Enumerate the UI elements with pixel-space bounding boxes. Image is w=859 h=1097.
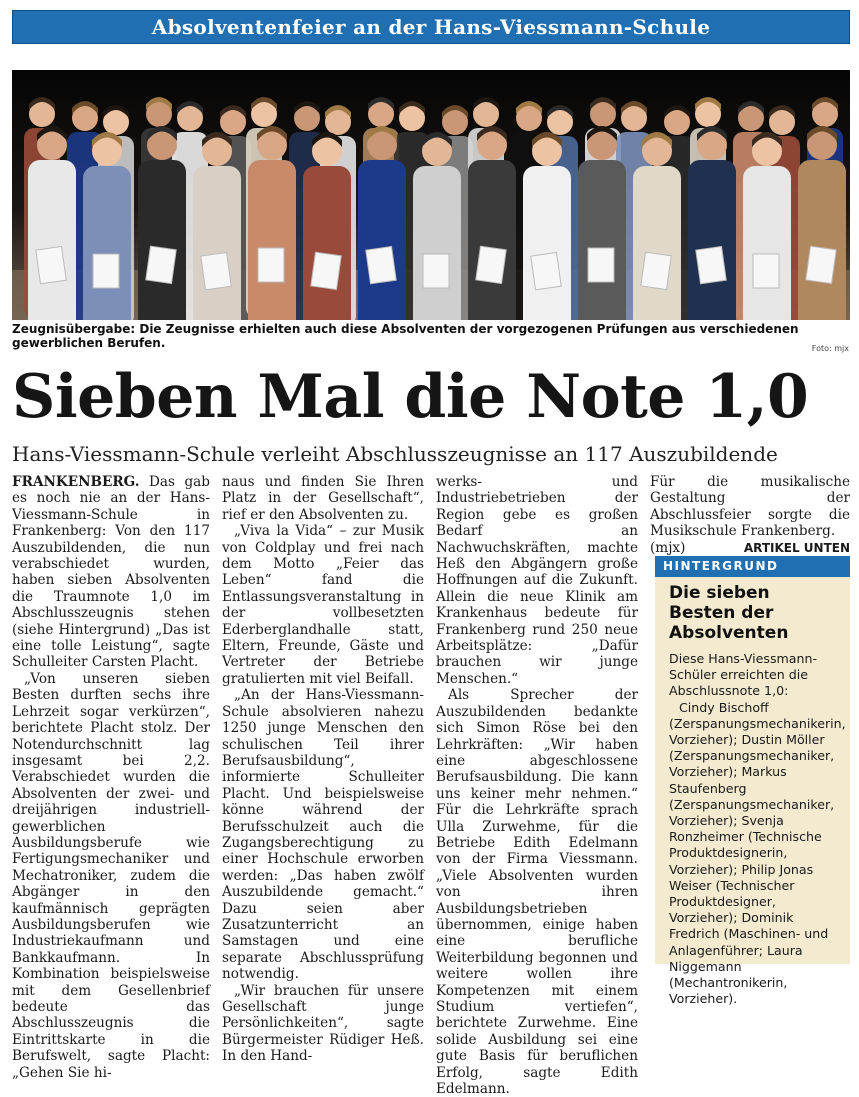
box-intro: Diese Hans-Viessmann-Schüler erreichten die Abschlussnote 1,0: — [669, 651, 817, 699]
box-list: Cindy Bischoff (Zerspanungsmechanikerin, Vorzieher); Dustin Möller (Zerspanungsmechaniker, Vorzieher); Markus Staufenberg (Zerspanungsmechaniker, Vorzieher); Svenja Ronzheimer (Technische Produktdesignerin, Vorzieher); Philip Jonas Weiser (Technischer Produktdesigner, Vorzieher); Dominik Fredrich (Maschinen- und Anlagenführer; Laura Niggemann (Mechantronikerin, Vorzieher). — [669, 699, 846, 1007]
dateline: FRANKENBERG. — [12, 474, 140, 490]
article-reference: ARTIKEL UNTEN — [743, 540, 850, 555]
photo-credit: Foto: mjx — [811, 344, 849, 353]
article-column-4 — [650, 474, 850, 556]
group-photo — [12, 70, 850, 320]
paragraph: werks- und Industriebetrieben der Region gebe es großen Bedarf an Nachwuchskräften, machte Heß den Abgängern große Hoffnungen auf die Zukunft. Allein die neue Klinik am Krankenhaus bedeute für Frankenberg rund 250 neue Arbeitsplätze: „Dafür brauchen wir junge Menschen.“ — [436, 474, 638, 687]
paragraph: „Von unseren sieben Besten durften sechs ihre Lehrzeit sogar verkürzen“, berichtete Placht stolz. Der Notendurchschnitt lag insgesamt bei 2,2. Verabschiedet wurden die Absolventen der zwei- und dreijährigen industriell-gewerblichen Ausbildungsberufe wie Fertigungsmechaniker und Mechatroniker, zudem die Abgänger in den kaufmännisch geprägten Ausbildungsberufen wie Industriekaufmann und Bankkaufmann. In Kombination beispielsweise mit dem Gesellenbrief bedeute das Abschlusszeugnis die Eintrittskarte in die Berufswelt, sagte Placht: „Gehen Sie hi- — [12, 670, 210, 1081]
paragraph: „Viva la Vida“ – zur Musik von Coldplay und frei nach dem Motto „Feier das Leben“ fand die Entlassungsveranstaltung in der vollbesetzten Ederberglandhalle statt, Eltern, Freunde, Gäste und Vertreter der Betriebe gratulierten mit viel Beifall. — [222, 523, 424, 687]
article-column-1 — [12, 474, 210, 1081]
article-column-2 — [222, 474, 424, 1065]
article-headline: Sieben Mal die Note 1,0 — [12, 362, 809, 432]
paragraph: „An der Hans-Viessmann-Schule absolvieren nahezu 1250 junge Menschen den schulischen Teil ihrer Berufsausbildung“, informierte Schulleiter Placht. Und beispielsweise könne während der Berufsschulzeit auch die Zugangsberechtigung zu einer Hochschule erworben werden: „Das haben zwölf Auszubildende gemacht.“ Dazu seien aber Zusatzunterricht an Samstagen und eine separate Abschlussprüfung notwendig. — [222, 687, 424, 983]
paragraph: Für die musikalische Gestaltung der Abschlussfeier sorgte die Musikschule Frankenberg. — [650, 474, 850, 540]
author-tag: (mjx) — [650, 539, 686, 556]
box-title: Die sieben Besten der Absolventen — [669, 583, 789, 643]
paragraph: Das gab es noch nie an der Hans-Viessmann-Schule in Frankenberg: Von den 117 Auszubildenden, die nun verabschiedet wurden, haben sieben Absolventen die Traumnote 1,0 im Abschlusszeugnis stehen (siehe Hintergrund) „Das ist eine tolle Leistung“, sagte Schulleiter Carsten Placht. — [12, 474, 210, 671]
paragraph: naus und finden Sie Ihren Platz in der Gesellschaft“, rief er den Absolventen zu. — [222, 474, 424, 523]
box-body — [655, 643, 850, 1007]
photo-caption: Zeugnisübergabe: Die Zeugnisse erhielten auch diese Absolventen der vorgezogenen Prüfungen aus verschiedenen gewerblichen Berufen. — [12, 322, 799, 350]
section-banner — [12, 10, 850, 44]
banner-title: Absolventenfeier an der Hans-Viessmann-Schule — [151, 15, 711, 39]
article-column-3 — [436, 474, 638, 1097]
paragraph: „Wir brauchen für unsere Gesellschaft junge Persönlichkeiten“, sagte Bürgermeister Rüdiger Heß. In den Hand- — [222, 982, 424, 1065]
article-subheadline: Hans-Viessmann-Schule verleiht Abschlusszeugnisse an 117 Auszubildende — [12, 442, 778, 466]
paragraph: Als Sprecher der Auszubildenden bedankte sich Simon Röse bei den Lehrkräften: „Wir haben eine abgeschlossene Berufsausbildung. Die kann uns keiner mehr nehmen.“ Für die Lehrkräfte sprach Ulla Zurwehme, für die Betriebe Edith Edelmann von der Firma Viessmann. „Viele Absolventen wurden von ihren Ausbildungsbetrieben übernommen, einige haben eine berufliche Weiterbildung begonnen und weitere wollen ihre Kompetenzen mit einem Studium vertiefen“, berichtete Zurwehme. Eine solide Ausbildung sei eine gute Basis für beruflichen Erfolg, sagte Edith Edelmann. — [436, 687, 638, 1097]
background-box — [655, 556, 850, 1007]
box-label: HINTERGRUND — [655, 556, 850, 577]
